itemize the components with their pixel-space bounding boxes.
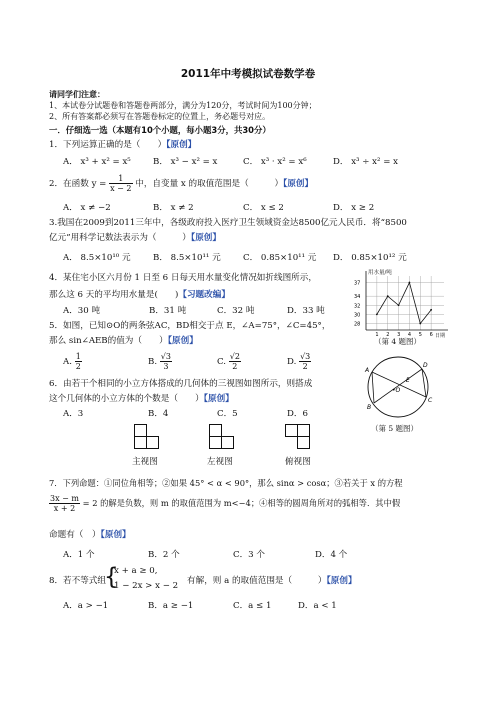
top-view-caption: 俯视图 <box>285 457 311 467</box>
question-7-line-3 <box>49 528 131 540</box>
x-tick-label: 4 <box>407 332 412 338</box>
question-2-stem <box>49 174 313 193</box>
figure-5-caption: （第 5 题图） <box>371 424 419 433</box>
question-7-option-b: B．2 个 <box>148 550 180 560</box>
segment-ab <box>372 372 374 403</box>
option-label: A. <box>63 357 72 367</box>
fraction-denominator: 3 <box>163 362 169 371</box>
notice-heading: 请同学们注意： <box>49 90 105 99</box>
cube-face <box>146 436 159 449</box>
fraction-numerator: 1 <box>75 352 81 361</box>
question-3-option-b: B． 8.5×10¹¹ 元 <box>153 253 221 263</box>
label-a: A <box>365 367 370 374</box>
question-7-fraction <box>49 494 80 513</box>
question-4-option-c: C．32 吨 <box>217 306 255 316</box>
question-6-option-a: A．3 <box>63 409 84 419</box>
label-o: •O <box>392 387 401 394</box>
question-7-text: = 2 的解是负数，则 m 的取值范围为 m<−4；④相等的圆周角所对的弧相等．其中假 <box>82 498 401 508</box>
question-3-tag: 【原创】 <box>190 233 221 243</box>
question-3-option-a: A． 8.5×10¹⁰ 元 <box>63 253 131 263</box>
fraction-denominator: 2 <box>232 362 238 371</box>
inequality-2: 1 − 2x > x − 2 <box>114 581 179 591</box>
fraction-denominator: x − 2 <box>110 184 132 193</box>
question-8-pre: 8．若不等式组 <box>49 576 107 586</box>
question-1-text: 1．下列运算正确的是（ ） <box>49 140 167 150</box>
question-1-option-a: A． x³ + x² = x⁵ <box>63 157 131 167</box>
cube-face <box>297 436 310 449</box>
question-3-option-d: D． 0.85×10¹² 元 <box>333 253 407 263</box>
exam-title: 2011年中考模拟试卷数学卷 <box>180 68 316 80</box>
question-5-option-b <box>148 352 172 371</box>
question-7-line-2 <box>49 494 400 513</box>
option-fraction <box>229 352 241 371</box>
question-5-line-1: 5．如图，已知⊙O的两条弦AC，BD相交于点 E，∠A=75°，∠C=45°， <box>49 321 331 331</box>
fraction-numerator: 1 <box>109 174 132 184</box>
label-b: B <box>367 404 372 411</box>
data-point <box>409 282 411 284</box>
segment-cd <box>422 369 426 397</box>
question-1-tag: 【原创】 <box>166 140 197 150</box>
question-4-text: 那么这 6 天的平均用水量是( ) <box>49 290 179 300</box>
question-1-stem <box>49 138 196 150</box>
data-point <box>419 323 421 325</box>
question-1-option-d: D． x³ ÷ x² = x <box>333 157 398 167</box>
question-8-option-c: C．a ≤ 1 <box>233 601 272 611</box>
water-usage-chart <box>352 266 452 344</box>
question-2-option-b: B． x ≠ 2 <box>153 203 194 213</box>
fraction-numerator: 3x − m <box>50 494 79 503</box>
question-5-option-c <box>217 352 241 371</box>
question-4-tag: 【习题改编】 <box>178 290 230 300</box>
question-2-pre: 2．在函数 y = <box>49 179 107 189</box>
chart-grid <box>366 276 444 330</box>
data-point <box>398 304 400 306</box>
question-3-line-1: 3.我国在2009到2011三年中，各级政府投入医疗卫生领域资金达8500亿元人民币．将“8500 <box>49 218 407 228</box>
option-fraction <box>160 352 172 371</box>
fraction-numerator: √3 <box>160 352 171 361</box>
fraction-denominator: 2 <box>302 362 308 371</box>
x-axis-label: 日期 <box>435 333 446 339</box>
option-fraction <box>299 352 311 371</box>
question-3-option-c: C． 0.85×10¹¹ 元 <box>243 253 317 263</box>
question-5-text: 那么 sin∠AEB的值为（ ） <box>49 336 168 346</box>
left-view-caption: 左视图 <box>207 457 233 467</box>
y-tick-label: 32 <box>354 303 361 310</box>
question-3-line-2 <box>49 231 221 243</box>
question-6-option-d: D．6 <box>287 409 308 419</box>
question-5-tag: 【原创】 <box>167 336 198 346</box>
chart-points <box>376 282 432 325</box>
x-tick-label: 1 <box>375 332 379 338</box>
fraction-numerator: √2 <box>229 352 240 361</box>
x-tick-label: 2 <box>386 332 390 338</box>
question-7-option-c: C．3 个 <box>233 550 265 560</box>
cube-face <box>221 436 234 449</box>
notice-line-1: 1、本试卷分试题卷和答题卷两部分，满分为120分，考试时间为100分钟； <box>49 101 317 110</box>
question-5-line-2 <box>49 334 198 346</box>
option-label: C. <box>217 357 227 367</box>
question-8-post <box>187 574 357 586</box>
question-7-option-d: D．4 个 <box>315 550 348 560</box>
question-8-option-d: D．a < 1 <box>298 601 337 611</box>
data-point <box>430 309 432 311</box>
data-point <box>376 313 378 315</box>
series-line <box>377 283 431 324</box>
question-2-fraction <box>109 174 132 193</box>
x-tick-label: 3 <box>397 332 401 338</box>
question-7-line-1: 7．下列命题：①同位角相等；②如果 45° < α < 90°，那么 sinα > cosα；③若关于 x 的方程 <box>49 478 403 488</box>
question-5-option-a <box>63 352 82 371</box>
question-7-tag: 【原创】 <box>100 530 131 540</box>
label-e: E <box>406 377 410 384</box>
chord-bd <box>374 369 422 403</box>
question-4-line-1: 4．某住宅小区六月份 1 日至 6 日每天用水量变化情况如折线图所示， <box>49 273 317 283</box>
data-point <box>387 295 389 297</box>
question-6-option-b: B．4 <box>148 409 169 419</box>
fraction-numerator: √3 <box>300 352 311 361</box>
question-4-option-b: B．31 吨 <box>149 306 187 316</box>
figure-4-caption: （第 4 题图） <box>374 337 422 346</box>
question-8-option-a: A．a > −1 <box>63 601 109 611</box>
question-8-tag: 【原创】 <box>326 576 357 586</box>
system-brace: { <box>104 564 119 590</box>
option-fraction <box>75 352 82 371</box>
y-tick-label: 30 <box>354 312 361 319</box>
fraction-denominator: 2 <box>75 362 81 371</box>
question-4-option-a: A．30 吨 <box>63 306 101 316</box>
label-c: C <box>428 397 433 404</box>
question-5-option-d <box>287 352 311 371</box>
notice-line-2: 2、所有答案都必须写在答题卷标定的位置上，务必题号对应。 <box>49 112 271 121</box>
question-2-option-c: C． x ≤ 2 <box>243 203 284 213</box>
fraction-denominator: x + 2 <box>53 504 76 513</box>
question-2-option-a: A． x ≠ −2 <box>63 203 111 213</box>
label-d: D <box>423 362 428 369</box>
question-4-line-2 <box>49 288 230 300</box>
inequality-1: x + a ≥ 0, <box>114 566 158 576</box>
y-tick-label: 28 <box>354 321 361 328</box>
x-tick-label: 5 <box>418 332 422 338</box>
question-4-option-d: D．33 吨 <box>287 306 325 316</box>
question-2-post: 中，自变量 x 的取值范围是（ ） <box>135 179 284 189</box>
question-3-text: 亿元”用科学记数法表示为（ ） <box>49 233 191 243</box>
option-label: D. <box>287 357 297 367</box>
circle-figure <box>350 346 446 426</box>
question-6-line-2 <box>49 392 234 404</box>
front-view-caption: 主视图 <box>132 457 158 467</box>
y-tick-label: 37 <box>354 280 361 287</box>
question-6-tag: 【原创】 <box>203 394 234 404</box>
question-2-tag: 【原创】 <box>283 179 314 189</box>
question-6-line-1: 6．由若干个相同的小立方体搭成的几何体的三视图如图所示，则搭成 <box>49 379 313 389</box>
x-tick-label: 6 <box>429 332 433 338</box>
question-2-option-d: D． x ≥ 2 <box>333 203 375 213</box>
question-8-option-b: B．a ≥ −1 <box>148 601 194 611</box>
y-axis-label: 用水量/吨 <box>368 270 392 276</box>
y-tick-label: 34 <box>354 294 361 301</box>
section-heading: 一．仔细选一选（本题有10个小题，每小题3分，共30分） <box>49 125 271 135</box>
question-7-prompt: 命题有（ ） <box>49 530 101 540</box>
question-6-option-c: C．5 <box>217 409 238 419</box>
question-1-option-c: C． x³ · x² = x⁶ <box>243 157 307 167</box>
question-8-text: 有解，则 a 的取值范围是（ ） <box>187 576 327 586</box>
question-7-option-a: A．1 个 <box>63 550 95 560</box>
question-6-text: 这个几何体的小立方体的个数是（ ） <box>49 394 204 404</box>
option-label: B. <box>148 357 158 367</box>
question-1-option-b: B． x³ − x² = x <box>153 157 218 167</box>
